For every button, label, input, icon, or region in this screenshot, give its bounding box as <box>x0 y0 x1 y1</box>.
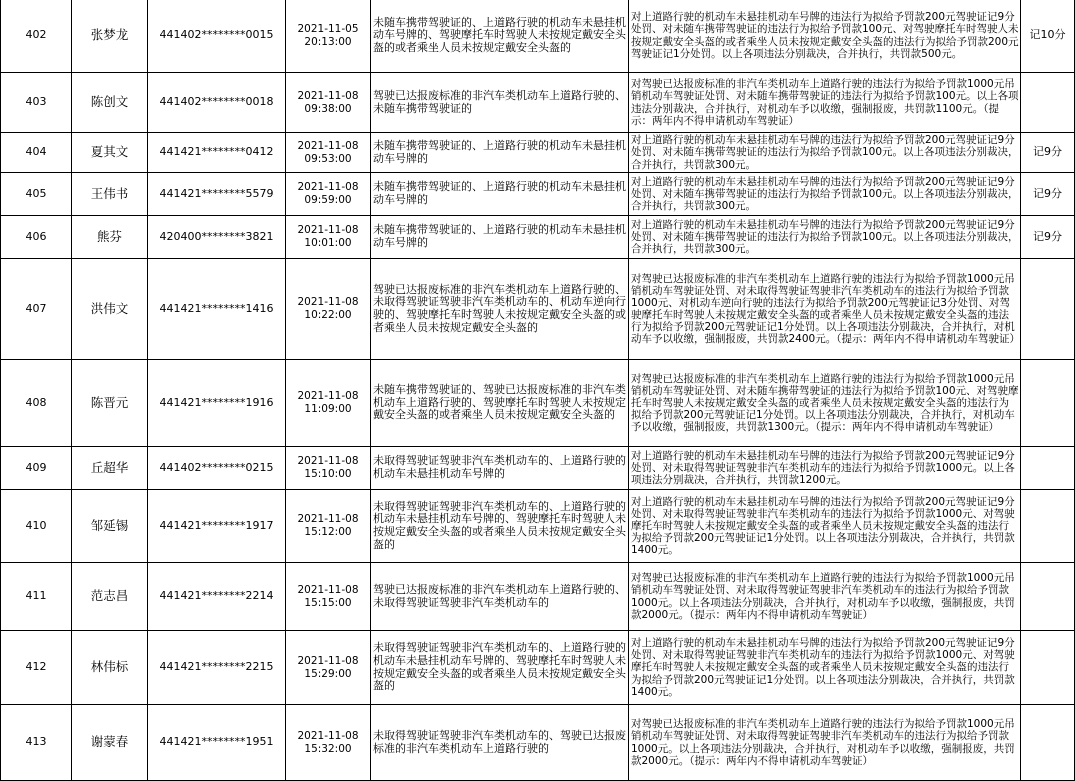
table-row <box>1 631 1075 705</box>
penalty-decision: 对驾驶已达报废标准的非汽车类机动车上道路行驶的违法行为拟给予罚款1000元吊销机动车驾驶证处罚、对未取得驾驶证驾驶非汽车类机动车的违法行为拟给予罚款1000元。以上各项违法分别裁决，合并执行，对机动车予以收缴，强制报废，共罚款2000元。（提示：两年内不得申请机动车驾驶证） <box>629 705 1021 781</box>
violation-date: 2021-11-08 <box>297 296 359 308</box>
penalty-decision: 对上道路行驶的机动车未悬挂机动车号牌的违法行为拟给予罚款200元驾驶证记9分处罚、对未取得驾驶证驾驶非汽车类机动车的违法行为拟给予罚款1000元、对驾驶摩托车时驾驶人未按规定戴安全头盔的或者乘坐人员未按规定戴安全头盔的违法行为拟给予罚款200元驾驶证记1分处罚。以上各项违法分别裁决，合并执行，共罚款1400元。 <box>629 490 1021 563</box>
demerit-points <box>1021 259 1075 360</box>
id-number: 441421********1416 <box>148 259 286 360</box>
penalty-decision: 对上道路行驶的机动车未悬挂机动车号牌的违法行为拟给予罚款200元驾驶证记9分处罚、对未取得驾驶证驾驶非汽车类机动车的违法行为拟给予罚款1000元。以上各项违法分别裁决，合并执行，共罚款1200元。 <box>629 447 1021 490</box>
violation-datetime <box>286 490 371 563</box>
violation-datetime <box>286 173 371 216</box>
row-number: 405 <box>1 173 72 216</box>
table-row <box>1 73 1075 133</box>
table-row <box>1 259 1075 360</box>
violation-datetime <box>286 447 371 490</box>
violation-description: 未随车携带驾驶证的、上道路行驶的机动车未悬挂机动车号牌的 <box>371 216 629 259</box>
violation-description: 驾驶已达报废标准的非汽车类机动车上道路行驶的、未取得驾驶证驾驶非汽车类机动车的 <box>371 563 629 631</box>
violation-description: 未随车携带驾驶证的、上道路行驶的机动车未悬挂机动车号牌的、驾驶摩托车时驾驶人未按规定戴安全头盔的或者乘坐人员未按规定戴安全头盔的 <box>371 0 629 73</box>
violation-time: 10:01:00 <box>304 237 352 249</box>
table-row <box>1 173 1075 216</box>
demerit-points <box>1021 705 1075 781</box>
person-name: 陈晋元 <box>72 360 148 447</box>
violation-date: 2021-11-08 <box>297 654 359 667</box>
violation-time: 15:12:00 <box>304 526 352 538</box>
row-number: 410 <box>1 490 72 563</box>
id-number: 441402********0215 <box>148 447 286 490</box>
demerit-points <box>1021 73 1075 133</box>
id-number: 441421********1951 <box>148 705 286 781</box>
id-number: 441421********1917 <box>148 490 286 563</box>
person-name: 王伟书 <box>72 173 148 216</box>
penalty-decision: 对驾驶已达报废标准的非汽车类机动车上道路行驶的违法行为拟给予罚款1000元吊销机动车驾驶证处罚、对未随车携带驾驶证的违法行为拟给予罚款100元、对驾驶摩托车时驾驶人未按规定戴安全头盔的或者乘坐人员未按规定戴安全头盔的违法行为拟给予罚款200元驾驶证记1分处罚。以上各项违法分别裁决，合并执行，对机动车予以收缴，强制报废，共罚款1300元。（提示：两年内不得申请机动车驾驶证） <box>629 360 1021 447</box>
violation-time: 09:53:00 <box>304 152 352 165</box>
demerit-points <box>1021 563 1075 631</box>
violation-date: 2021-11-08 <box>297 139 359 152</box>
row-number: 412 <box>1 631 72 705</box>
violation-date: 2021-11-08 <box>297 729 359 742</box>
person-name: 张梦龙 <box>72 0 148 73</box>
violation-time: 15:29:00 <box>304 667 352 680</box>
violation-time: 11:09:00 <box>304 403 352 415</box>
violation-description: 驾驶已达报废标准的非汽车类机动车上道路行驶的、未随车携带驾驶证的 <box>371 73 629 133</box>
violation-datetime <box>286 360 371 447</box>
violation-description: 未取得驾驶证驾驶非汽车类机动车的、上道路行驶的机动车未悬挂机动车号牌的 <box>371 447 629 490</box>
violation-description: 驾驶已达报废标准的非汽车类机动车上道路行驶的、未取得驾驶证驾驶非汽车类机动车的、机动车逆向行驶的、驾驶摩托车时驾驶人未按规定戴安全头盔的或者乘坐人员未按规定戴安全头盔的 <box>371 259 629 360</box>
row-number: 408 <box>1 360 72 447</box>
table-row <box>1 490 1075 563</box>
id-number: 441421********5579 <box>148 173 286 216</box>
violation-description: 未取得驾驶证驾驶非汽车类机动车的、上道路行驶的机动车未悬挂机动车号牌的、驾驶摩托车时驾驶人未按规定戴安全头盔的或者乘坐人员未按规定戴安全头盔的 <box>371 631 629 705</box>
violation-time: 15:10:00 <box>304 468 352 480</box>
violation-time: 15:32:00 <box>304 742 352 755</box>
row-number: 404 <box>1 133 72 173</box>
penalty-decision: 对上道路行驶的机动车未悬挂机动车号牌的违法行为拟给予罚款200元驾驶证记9分处罚、对未随车携带驾驶证的违法行为拟给予罚款100元。以上各项违法分别裁决，合并执行，共罚款300元。 <box>629 133 1021 173</box>
demerit-points: 记10分 <box>1021 0 1075 73</box>
violation-datetime <box>286 0 371 73</box>
violation-description: 未随车携带驾驶证的、上道路行驶的机动车未悬挂机动车号牌的 <box>371 133 629 173</box>
row-number: 413 <box>1 705 72 781</box>
penalty-decision: 对上道路行驶的机动车未悬挂机动车号牌的违法行为拟给予罚款200元驾驶证记9分处罚、对未随车携带驾驶证的违法行为拟给予罚款100元。以上各项违法分别裁决，合并执行，共罚款300元。 <box>629 216 1021 259</box>
id-number: 420400********3821 <box>148 216 286 259</box>
violation-datetime <box>286 705 371 781</box>
person-name: 洪伟文 <box>72 259 148 360</box>
penalty-decision: 对上道路行驶的机动车未悬挂机动车号牌的违法行为拟给予罚款200元驾驶证记9分处罚、对未随车携带驾驶证的违法行为拟给予罚款100元、对驾驶摩托车时驾驶人未按规定戴安全头盔的或者乘坐人员未按规定戴安全头盔的违法行为拟给予罚款200元驾驶证记1分处罚。以上各项违法分别裁决，合并执行，共罚款500元。 <box>629 0 1021 73</box>
violation-date: 2021-11-05 <box>297 22 359 35</box>
violation-time: 15:15:00 <box>304 596 352 609</box>
id-number: 441421********2215 <box>148 631 286 705</box>
demerit-points <box>1021 447 1075 490</box>
table-row <box>1 360 1075 447</box>
violation-datetime <box>286 216 371 259</box>
violation-datetime <box>286 563 371 631</box>
id-number: 441421********2214 <box>148 563 286 631</box>
violation-date: 2021-11-08 <box>297 181 359 193</box>
demerit-points <box>1021 360 1075 447</box>
violation-datetime <box>286 259 371 360</box>
violation-date: 2021-11-08 <box>297 89 359 102</box>
table-row <box>1 133 1075 173</box>
violation-time: 20:13:00 <box>304 35 352 48</box>
violation-date: 2021-11-08 <box>297 455 359 467</box>
penalty-decision: 对驾驶已达报废标准的非汽车类机动车上道路行驶的违法行为拟给予罚款1000元吊销机动车驾驶证处罚、对未取得驾驶证驾驶非汽车类机动车的违法行为拟给予罚款1000元、对机动车逆向行驶的违法行为拟给予罚款200元驾驶证记3分处罚、对驾驶摩托车时驾驶人未按规定戴安全头盔的或者乘坐人员未按规定戴安全头盔的违法行为拟给予罚款200元驾驶证记1分处罚。以上各项违法分别裁决，合并执行，对机动车予以收缴，强制报废，共罚款2400元。（提示：两年内不得申请机动车驾驶证） <box>629 259 1021 360</box>
row-number: 402 <box>1 0 72 73</box>
violation-description: 未随车携带驾驶证的、上道路行驶的机动车未悬挂机动车号牌的 <box>371 173 629 216</box>
id-number: 441402********0018 <box>148 73 286 133</box>
penalty-decision: 对上道路行驶的机动车未悬挂机动车号牌的违法行为拟给予罚款200元驾驶证记9分处罚、对未取得驾驶证驾驶非汽车类机动车的违法行为拟给予罚款1000元、对驾驶摩托车时驾驶人未按规定戴安全头盔的或者乘坐人员未按规定戴安全头盔的违法行为拟给予罚款200元驾驶证记1分处罚。以上各项违法分别裁决，合并执行，共罚款1400元。 <box>629 631 1021 705</box>
person-name: 夏其文 <box>72 133 148 173</box>
row-number: 407 <box>1 259 72 360</box>
demerit-points <box>1021 631 1075 705</box>
violation-datetime <box>286 133 371 173</box>
person-name: 邹延锡 <box>72 490 148 563</box>
table-row <box>1 447 1075 490</box>
violation-time: 10:22:00 <box>304 309 352 321</box>
person-name: 谢蒙春 <box>72 705 148 781</box>
violation-time: 09:38:00 <box>304 102 352 115</box>
person-name: 陈创文 <box>72 73 148 133</box>
table-row <box>1 563 1075 631</box>
violation-description: 未取得驾驶证驾驶非汽车类机动车的、驾驶已达报废标准的非汽车类机动车上道路行驶的 <box>371 705 629 781</box>
violation-time: 09:59:00 <box>304 194 352 206</box>
violation-datetime <box>286 631 371 705</box>
row-number: 403 <box>1 73 72 133</box>
person-name: 熊芬 <box>72 216 148 259</box>
row-number: 411 <box>1 563 72 631</box>
row-number: 406 <box>1 216 72 259</box>
violation-date: 2021-11-08 <box>297 513 359 525</box>
id-number: 441402********0015 <box>148 0 286 73</box>
person-name: 范志昌 <box>72 563 148 631</box>
penalty-decision: 对驾驶已达报废标准的非汽车类机动车上道路行驶的违法行为拟给予罚款1000元吊销机动车驾驶证处罚、对未取得驾驶证驾驶非汽车类机动车的违法行为拟给予罚款1000元。以上各项违法分别裁决，合并执行，对机动车予以收缴，强制报废，共罚款2000元。（提示：两年内不得申请机动车驾驶证） <box>629 563 1021 631</box>
person-name: 林伟标 <box>72 631 148 705</box>
demerit-points <box>1021 490 1075 563</box>
violation-date: 2021-11-08 <box>297 583 359 596</box>
violation-datetime <box>286 73 371 133</box>
penalty-decision: 对上道路行驶的机动车未悬挂机动车号牌的违法行为拟给予罚款200元驾驶证记9分处罚、对未随车携带驾驶证的违法行为拟给予罚款100元。以上各项违法分别裁决，合并执行，共罚款300元。 <box>629 173 1021 216</box>
table-row <box>1 705 1075 781</box>
table-row <box>1 216 1075 259</box>
penalty-decision: 对驾驶已达报废标准的非汽车类机动车上道路行驶的违法行为拟给予罚款1000元吊销机动车驾驶证处罚、对未随车携带驾驶证的违法行为拟给予罚款100元。以上各项违法分别裁决，合并执行，对机动车予以收缴，强制报废，共罚款1100元。（提示：两年内不得申请机动车驾驶证） <box>629 73 1021 133</box>
violation-description: 未随车携带驾驶证的、驾驶已达报废标准的非汽车类机动车上道路行驶的、驾驶摩托车时驾驶人未按规定戴安全头盔的或者乘坐人员未按规定戴安全头盔的 <box>371 360 629 447</box>
violation-date: 2021-11-08 <box>297 390 359 402</box>
person-name: 丘超华 <box>72 447 148 490</box>
violation-date: 2021-11-08 <box>297 224 359 236</box>
id-number: 441421********1916 <box>148 360 286 447</box>
table-row <box>1 0 1075 73</box>
demerit-points: 记9分 <box>1021 173 1075 216</box>
violation-description: 未取得驾驶证驾驶非汽车类机动车的、上道路行驶的机动车未悬挂机动车号牌的、驾驶摩托车时驾驶人未按规定戴安全头盔的或者乘坐人员未按规定戴安全头盔的 <box>371 490 629 563</box>
demerit-points: 记9分 <box>1021 133 1075 173</box>
id-number: 441421********0412 <box>148 133 286 173</box>
demerit-points: 记9分 <box>1021 216 1075 259</box>
row-number: 409 <box>1 447 72 490</box>
